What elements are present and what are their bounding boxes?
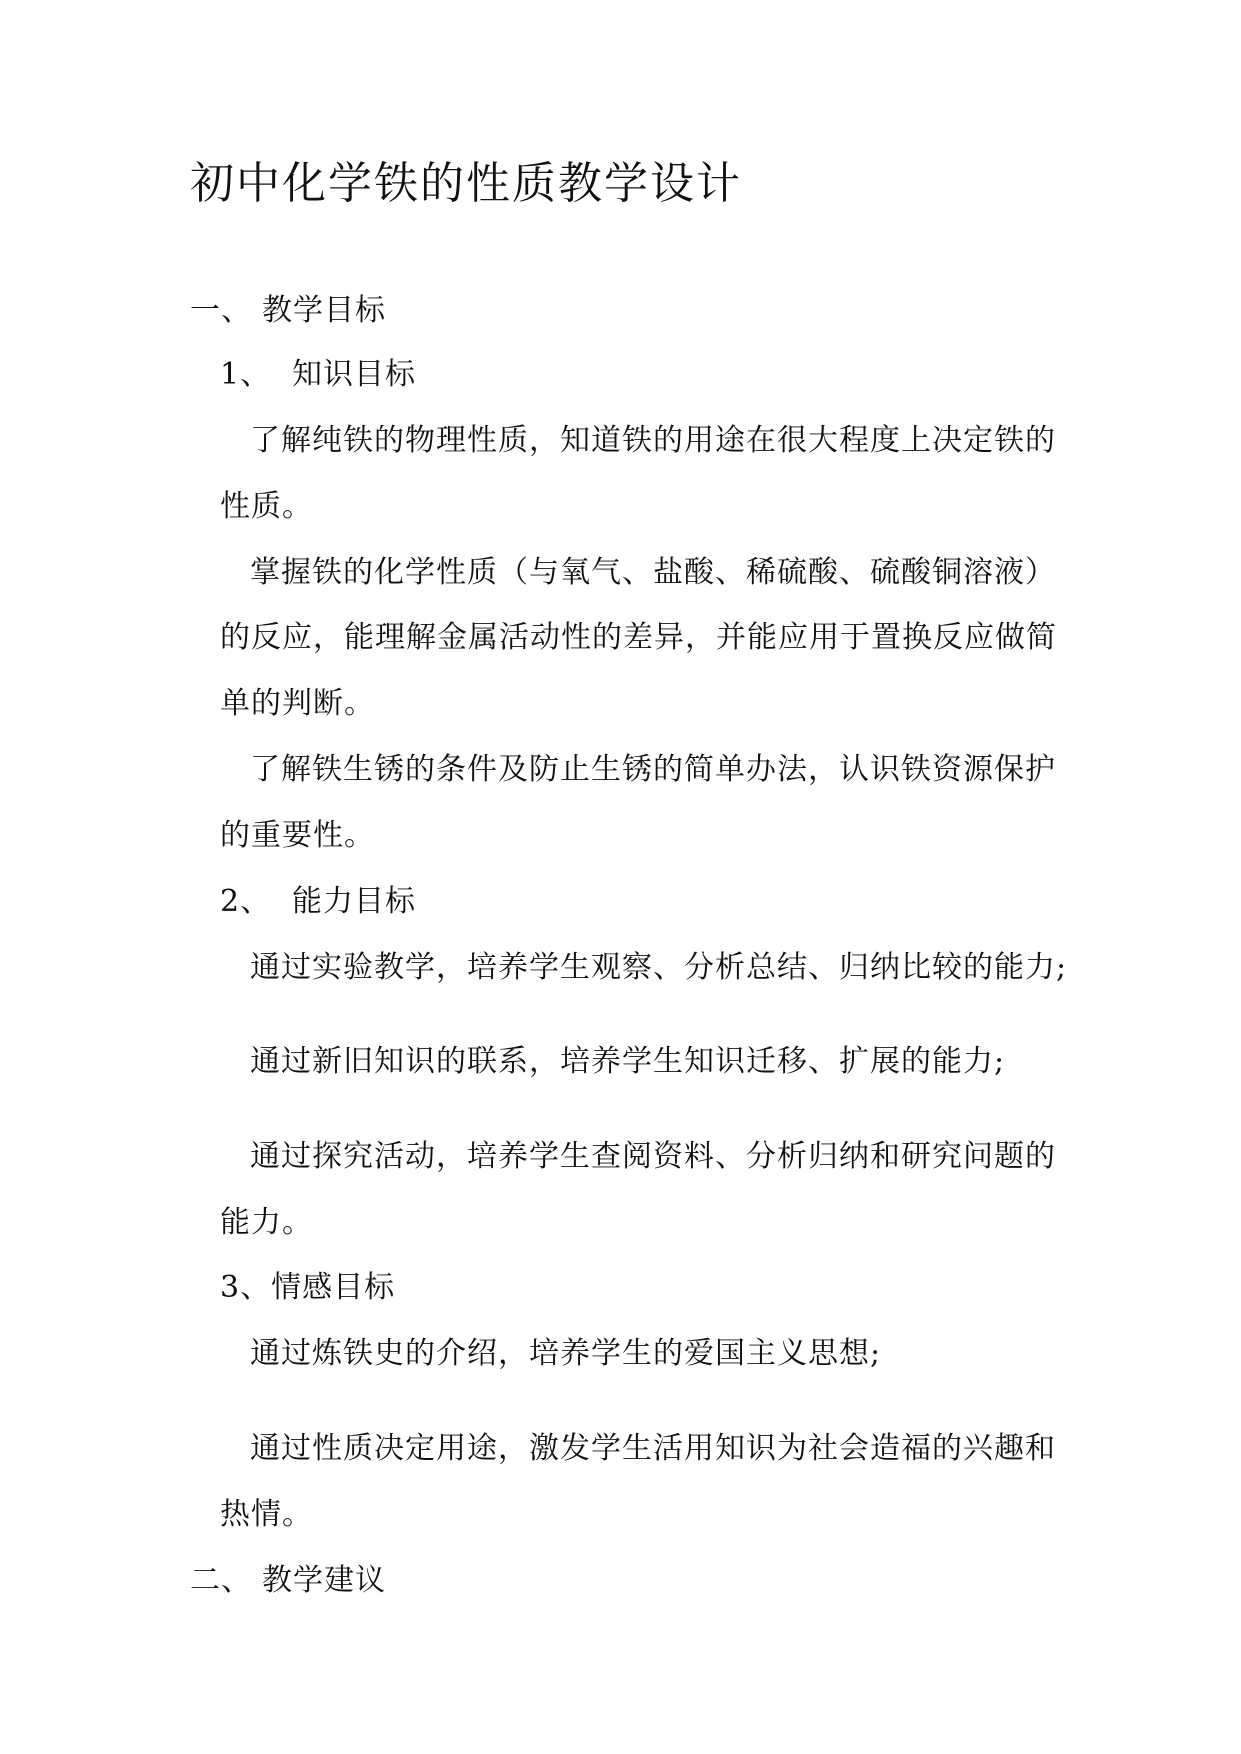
emotion-paragraph-2-line-1: 通过性质决定用途，激发学生活用知识为社会造福的兴趣和 bbox=[250, 1431, 1056, 1466]
knowledge-paragraph-3-line-2: 的重要性。 bbox=[220, 818, 375, 853]
ability-heading: 能力目标 bbox=[292, 884, 416, 919]
knowledge-paragraph-2-line-3: 单的判断。 bbox=[220, 686, 375, 721]
knowledge-number: 1、 bbox=[220, 357, 272, 392]
section-2-heading: 教学建议 bbox=[262, 1563, 386, 1598]
knowledge-heading: 知识目标 bbox=[292, 357, 416, 392]
emotion-paragraph-2-line-2: 热情。 bbox=[220, 1497, 313, 1532]
ability-paragraph-3-line-1: 通过探究活动，培养学生查阅资料、分析归纳和研究问题的 bbox=[250, 1139, 1056, 1174]
ability-number: 2、 bbox=[220, 884, 272, 919]
emotion-heading: 3、情感目标 bbox=[220, 1270, 396, 1305]
knowledge-paragraph-1-line-2: 性质。 bbox=[220, 489, 313, 524]
knowledge-paragraph-3-line-1: 了解铁生锈的条件及防止生锈的简单办法，认识铁资源保护 bbox=[250, 752, 1056, 787]
knowledge-paragraph-2-line-1: 掌握铁的化学性质（与氧气、盐酸、稀硫酸、硫酸铜溶液） bbox=[250, 555, 1056, 590]
section-2-number: 二、 bbox=[190, 1563, 252, 1598]
knowledge-paragraph-1-line-1: 了解纯铁的物理性质，知道铁的用途在很大程度上决定铁的 bbox=[250, 423, 1056, 458]
knowledge-paragraph-2-line-2: 的反应，能理解金属活动性的差异，并能应用于置换反应做简 bbox=[220, 620, 1057, 655]
section-1-number: 一、 bbox=[190, 293, 252, 328]
emotion-paragraph-1: 通过炼铁史的介绍，培养学生的爱国主义思想; bbox=[250, 1336, 882, 1371]
ability-paragraph-3-line-2: 能力。 bbox=[220, 1205, 313, 1240]
ability-paragraph-1: 通过实验教学，培养学生观察、分析总结、归纳比较的能力; bbox=[250, 950, 1068, 985]
ability-paragraph-2: 通过新旧知识的联系，培养学生知识迁移、扩展的能力; bbox=[250, 1044, 1006, 1079]
section-1-heading: 教学目标 bbox=[262, 293, 386, 328]
document-title: 初中化学铁的性质教学设计 bbox=[190, 158, 742, 209]
